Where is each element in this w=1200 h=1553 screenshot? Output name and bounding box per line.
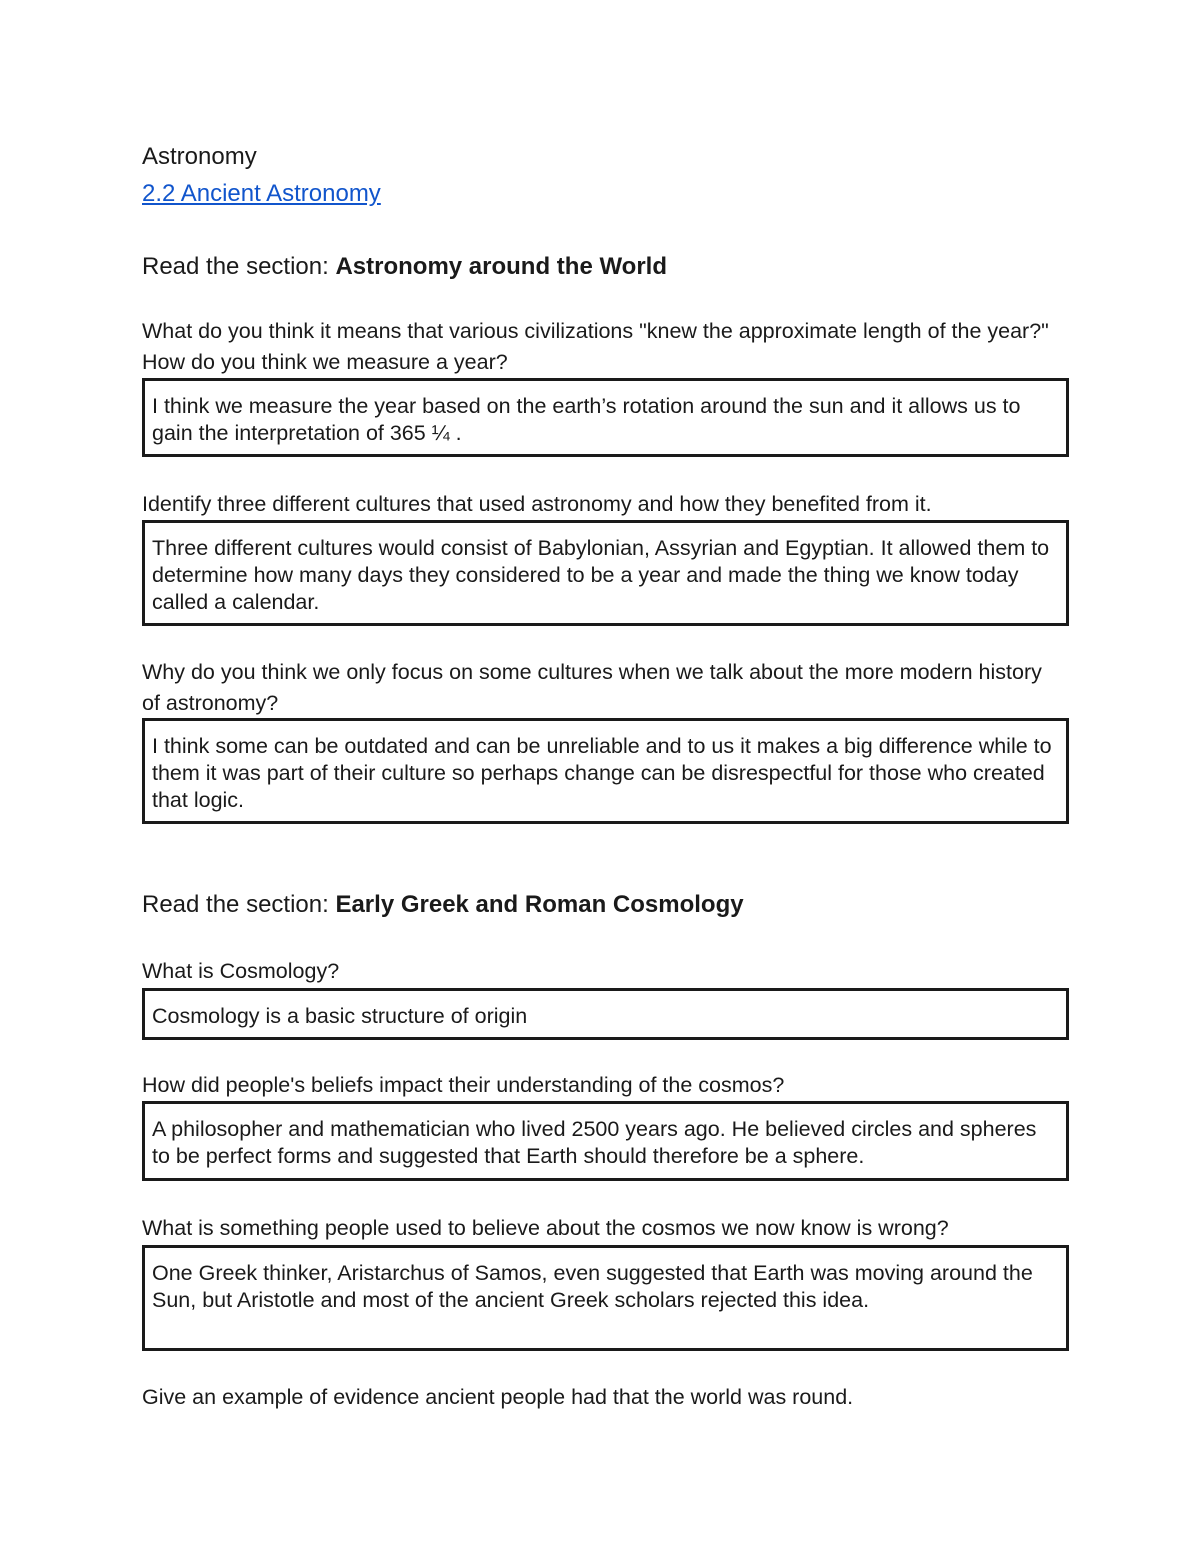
section-heading	[142, 890, 744, 920]
section-prefix: Read the section:	[142, 891, 336, 918]
answer-box[interactable]	[142, 718, 1069, 824]
answer-text: Three different cultures would consist of Babylonian, Assyrian and Egyptian. It allowed them to determine how many days they considered to be a year and made the thing we know today called a calendar.	[152, 536, 1050, 614]
section-name: Astronomy around the World	[335, 253, 668, 280]
answer-box[interactable]	[142, 988, 1069, 1040]
question-text: Identify three different cultures that used astronomy and how they benefited from it.	[142, 492, 932, 516]
question-text: What is something people used to believe about the cosmos we now know is wrong?	[142, 1216, 949, 1240]
question-text: Give an example of evidence ancient people had that the world was round.	[142, 1385, 854, 1409]
question-text: Why do you think we only focus on some cultures when we talk about the more modern history of astronomy?	[142, 660, 1042, 715]
question-text: What is Cosmology?	[142, 959, 340, 983]
question-text: How did people's beliefs impact their understanding of the cosmos?	[142, 1073, 785, 1097]
answer-box[interactable]	[142, 1245, 1069, 1351]
question-text: What do you think it means that various civilizations "knew the approximate length of the year?" How do you think we measure a year?	[142, 319, 1049, 374]
answer-text: A philosopher and mathematician who lived 2500 years ago. He believed circles and spheres to be perfect forms and suggested that Earth should therefore be a sphere.	[152, 1117, 1037, 1168]
answer-box[interactable]	[142, 1101, 1069, 1181]
section-heading	[142, 252, 667, 282]
section-name: Early Greek and Roman Cosmology	[335, 891, 744, 918]
answer-text: I think some can be outdated and can be unreliable and to us it makes a big difference while to them it was part of their culture so perhaps change can be disrespectful for those who created that logic.	[152, 734, 1052, 812]
chapter-link[interactable]: 2.2 Ancient Astronomy	[142, 180, 381, 207]
answer-text: I think we measure the year based on the earth’s rotation around the sun and it allows us to gain the interpretation of 365 ¼ .	[152, 394, 1021, 445]
section-prefix: Read the section:	[142, 253, 336, 280]
answer-text: Cosmology is a basic structure of origin	[152, 1004, 528, 1028]
answer-box[interactable]	[142, 378, 1069, 457]
answer-text: One Greek thinker, Aristarchus of Samos, even suggested that Earth was moving around the Sun, but Aristotle and most of the ancient Greek scholars rejected this idea.	[152, 1261, 1033, 1312]
answer-box[interactable]	[142, 520, 1069, 626]
document-title: Astronomy	[142, 143, 257, 170]
